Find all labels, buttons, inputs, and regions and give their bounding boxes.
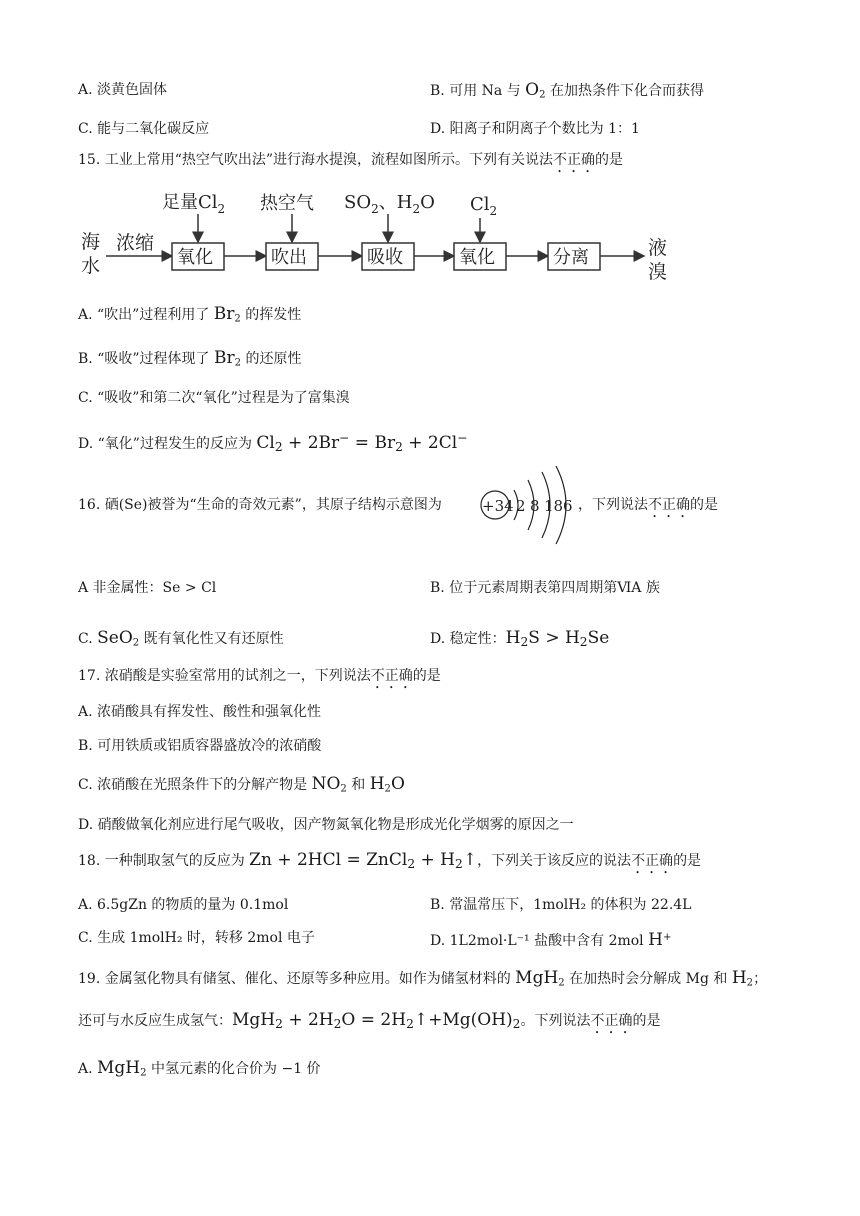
flow-start-top: 海	[81, 231, 101, 253]
q14-option-a: A. 淡黄色固体	[78, 82, 168, 98]
flow-input-cl2-text: 足量$Cl_2$	[162, 192, 226, 216]
q16-stem-left: 16. 硒(Se)被誉为“生命的奇效元素”，其原子结构示意图为	[78, 497, 442, 513]
q18-option-c: C. 生成 1molH₂ 时，转移 2mol 电子	[78, 930, 315, 946]
atom-shell-count-4: 6	[563, 497, 573, 515]
q16-option-b: B. 位于元素周期表第四周期第ⅥA 族	[430, 580, 660, 596]
flow-input-so2-h2o: $SO_2$、$H_2O$	[344, 192, 435, 216]
flow-box-label-5: 分离	[553, 247, 589, 268]
atom-shell-count-1: 2	[516, 497, 526, 515]
flow-arrow-label: 浓缩	[116, 232, 155, 254]
q17-stem: 17. 浓硝酸是实验室常用的试剂之一，下列说法不正确的是	[78, 668, 441, 684]
q18-stem: 18. 一种制取氢气的反应为 Zn + 2HCl = ZnCl$_2$ + $H_2↑$，下列关于该反应的说法不正确的是	[78, 850, 702, 872]
q14-option-c: C. 能与二氧化碳反应	[78, 121, 210, 137]
q16-option-c: C. SeO$_2$ 既有氧化性又有还原性	[78, 628, 284, 649]
q16-stem-right: ，下列说法不正确的是	[578, 497, 718, 513]
atom-shell-count-3: 18	[544, 497, 564, 515]
flow-box-label-3: 吸收	[367, 247, 403, 268]
flow-end-top: 液	[648, 237, 668, 259]
q19-option-a: A. MgH$_2$ 中氢元素的化合价为 −1 价	[78, 1058, 321, 1079]
flow-box-label-4: 氧化	[459, 247, 495, 268]
q14-option-b: B. 可用 Na 与 $O_2$ 在加热条件下化合而获得	[430, 80, 704, 101]
atom-structure-diagram	[478, 466, 578, 546]
flow-input-cl2b-text: $Cl_2$	[470, 194, 498, 218]
q15-option-c: C. “吸收”和第二次“氧化”过程是为了富集溴	[78, 390, 350, 406]
q19-stem-line-2: 还可与水反应生成氢气：$MgH_2 + 2H_2O$ = $2H_2↑+Mg(OH)_2$。下列说法不正确的是	[78, 1010, 661, 1032]
flow-box-label-1: 氧化	[177, 247, 213, 268]
flow-input-hot-air: 热空气	[260, 193, 314, 214]
q18-option-a: A. 6.5gZn 的物质的量为 0.1mol	[78, 897, 289, 913]
atom-nucleus-charge: +34	[482, 497, 514, 515]
flow-start-bottom: 水	[81, 255, 101, 277]
q15-option-b: B. “吸收”过程体现了 $Br_2$ 的还原性	[78, 348, 302, 369]
q17-option-c: C. 浓硝酸在光照条件下的分解产物是 $NO_2$ 和 $H_2O$	[78, 774, 405, 795]
flow-diagram	[78, 186, 678, 286]
flow-end-bottom: 溴	[648, 261, 668, 283]
q16-option-d: D. 稳定性：$H_2S > H_2Se$	[430, 628, 610, 650]
q16-option-a: A 非金属性：Se > Cl	[78, 580, 217, 596]
q17-option-b: B. 可用铁质或铝质容器盛放冷的浓硝酸	[78, 738, 322, 754]
q18-option-b: B. 常温常压下，1molH₂ 的体积为 22.4L	[430, 897, 692, 913]
q17-option-a: A. 浓硝酸具有挥发性、酸性和强氧化性	[78, 704, 322, 720]
q15-option-d: D. “氧化”过程发生的反应为 $Cl_2 + 2Br^- = Br_2 + 2Cl^-$	[78, 431, 468, 455]
q19-stem-line-1: 19. 金属氢化物具有储氢、催化、还原等多种应用。如作为储氢材料的 MgH$_2$ 在加热时会分解成 Mg 和 $H_2$；	[78, 968, 768, 989]
atom-shell-count-2: 8	[530, 497, 540, 515]
q18-option-d: D. 1L2mol·L⁻¹ 盐酸中含有 2mol H+	[430, 930, 672, 951]
q17-option-d: D. 硝酸做氧化剂应进行尾气吸收，因产物氮氧化物是形成光化学烟雾的原因之一	[78, 817, 574, 833]
flow-box-label-2: 吹出	[271, 247, 307, 268]
q14-option-d: D. 阳离子和阴离子个数比为 1：1	[430, 121, 640, 137]
q15-stem: 15. 工业上常用“热空气吹出法”进行海水提溴，流程如图所示。下列有关说法不正确的是	[78, 152, 624, 168]
q15-option-a: A. “吹出”过程利用了 $Br_2$ 的挥发性	[78, 304, 302, 325]
